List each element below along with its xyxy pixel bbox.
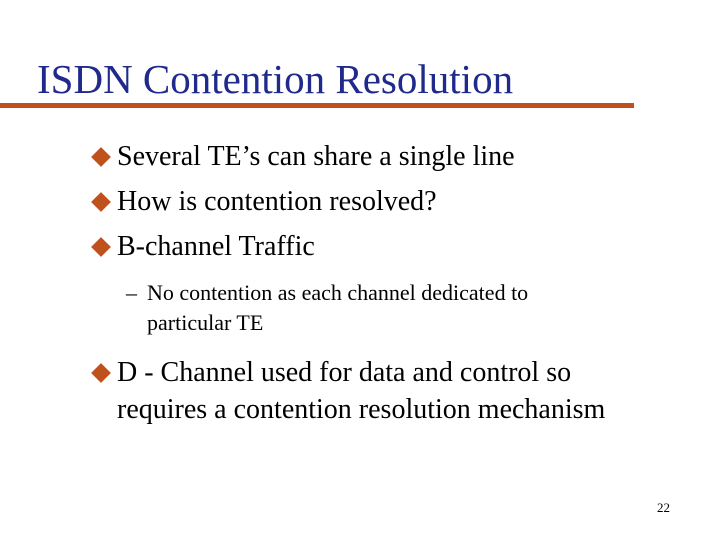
- bullet-item: How is contention resolved?: [117, 186, 437, 217]
- bullet-item: Several TE’s can share a single line: [117, 141, 515, 172]
- bullet-item: D - Channel used for data and control so: [117, 357, 572, 388]
- diamond-bullet-icon: [91, 147, 111, 167]
- diamond-bullet-icon: [91, 237, 111, 257]
- sub-bullet-line: No contention as each channel dedicated to: [147, 280, 529, 305]
- diamond-bullet-icon: [91, 192, 111, 212]
- bullet-item-continuation: requires a contention resolution mechanism: [117, 394, 606, 425]
- bullet-item: B-channel Traffic: [117, 231, 315, 262]
- diamond-bullet-icon: [91, 363, 111, 383]
- sub-bullet-dash: –: [126, 280, 137, 305]
- slide-title: ISDN Contention Resolution: [37, 56, 514, 102]
- page-number: 22: [657, 500, 670, 515]
- sub-bullet-line: particular TE: [147, 310, 264, 335]
- title-underline: [0, 103, 634, 108]
